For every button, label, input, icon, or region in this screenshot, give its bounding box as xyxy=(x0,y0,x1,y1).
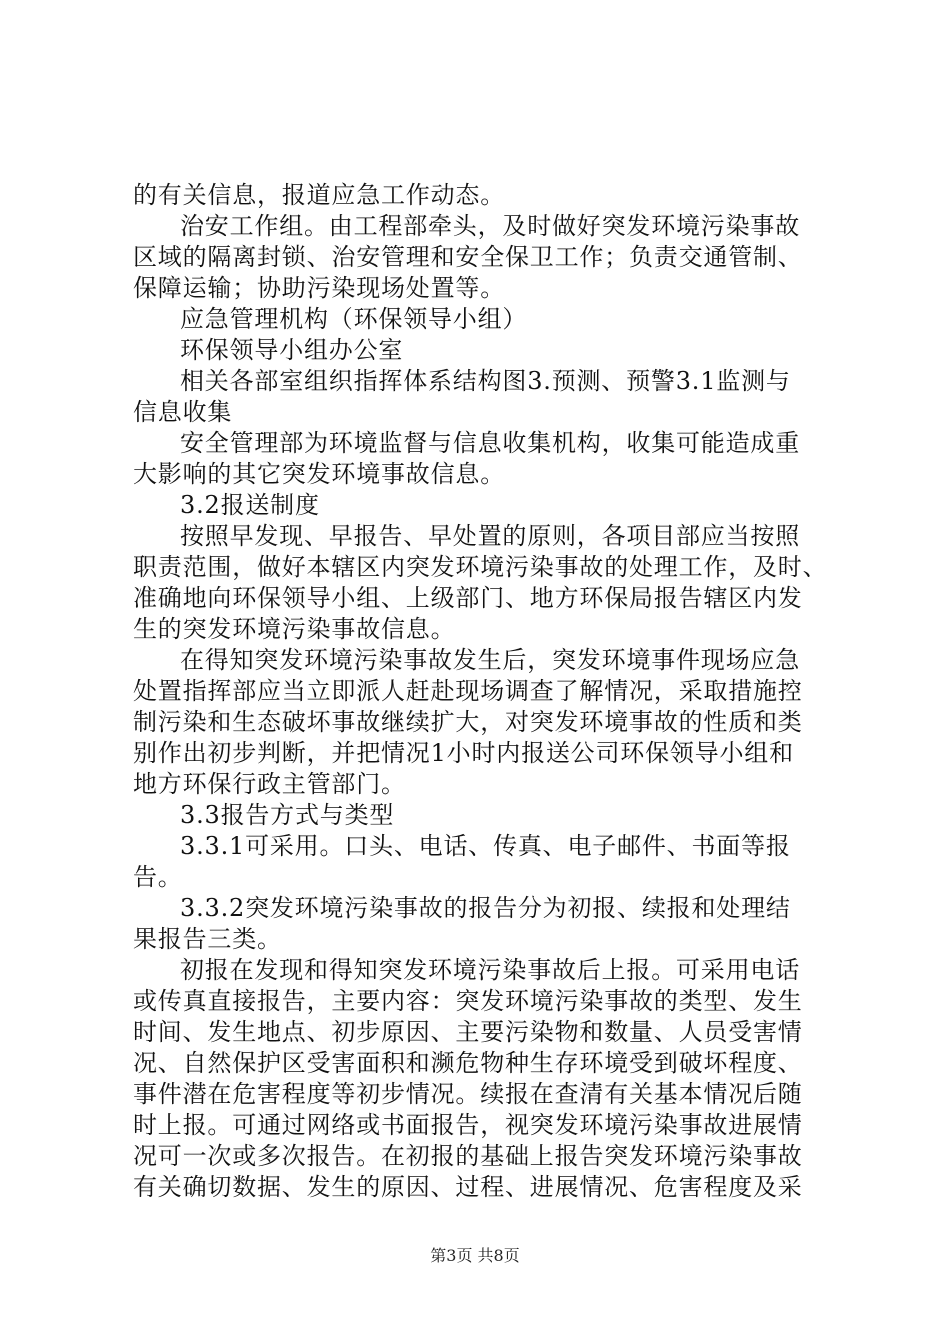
text-line: 果报告三类。 xyxy=(133,925,282,953)
section-heading: 3.2报送制度 xyxy=(180,491,320,519)
text-line: 应急管理机构（环保领导小组） xyxy=(180,305,528,333)
text-line: 况可一次或多次报告。在初报的基础上报告突发环境污染事故 xyxy=(133,1142,803,1170)
text-line: 别作出初步判断，并把情况1小时内报送公司环保领导小组和 xyxy=(133,739,794,767)
text-line: 或传真直接报告，主要内容：突发环境污染事故的类型、发生 xyxy=(133,987,803,1015)
text-line: 3.3.1可采用。口头、电话、传真、电子邮件、书面等报 xyxy=(180,832,791,860)
text-line: 地方环保行政主管部门。 xyxy=(133,770,406,798)
text-line: 区域的隔离封锁、治安管理和安全保卫工作；负责交通管制、 xyxy=(133,243,803,271)
text-line: 职责范围，做好本辖区内突发环境污染事故的处理工作，及时、 xyxy=(133,553,828,581)
text-line: 制污染和生态破坏事故继续扩大，对突发环境事故的性质和类 xyxy=(133,708,803,736)
text-line: 有关确切数据、发生的原因、过程、进展情况、危害程度及采 xyxy=(133,1173,803,1201)
text-line: 在得知突发环境污染事故发生后，突发环境事件现场应急 xyxy=(180,646,800,674)
text-line: 事件潜在危害程度等初步情况。续报在查清有关基本情况后随 xyxy=(133,1080,803,1108)
text-line: 处置指挥部应当立即派人赶赴现场调查了解情况，采取措施控 xyxy=(133,677,803,705)
text-line: 环保领导小组办公室 xyxy=(180,336,404,364)
text-line: 保障运输；协助污染现场处置等。 xyxy=(133,274,505,302)
text-line: 的有关信息，报道应急工作动态。 xyxy=(133,181,505,209)
text-line: 时上报。可通过网络或书面报告，视突发环境污染事故进展情 xyxy=(133,1111,803,1139)
text-line: 大影响的其它突发环境事故信息。 xyxy=(133,460,505,488)
text-line: 治安工作组。由工程部牵头，及时做好突发环境污染事故 xyxy=(180,212,800,240)
text-line: 信息收集 xyxy=(133,398,233,426)
text-line: 准确地向环保领导小组、上级部门、地方环保局报告辖区内发 xyxy=(133,584,803,612)
section-heading: 3.3报告方式与类型 xyxy=(180,801,395,829)
text-line: 生的突发环境污染事故信息。 xyxy=(133,615,456,643)
text-line: 3.3.2突发环境污染事故的报告分为初报、续报和处理结 xyxy=(180,894,791,922)
text-line: 初报在发现和得知突发环境污染事故后上报。可采用电话 xyxy=(180,956,800,984)
text-line: 按照早发现、早报告、早处置的原则，各项目部应当按照 xyxy=(180,522,800,550)
text-line: 况、自然保护区受害面积和濒危物种生存环境受到破坏程度、 xyxy=(133,1049,803,1077)
text-line: 相关各部室组织指挥体系结构图3.预测、预警3.1监测与 xyxy=(180,367,791,395)
text-line: 告。 xyxy=(133,863,183,891)
page-footer: 第3页 共8页 xyxy=(430,1246,520,1265)
text-line: 时间、发生地点、初步原因、主要污染物和数量、人员受害情 xyxy=(133,1018,803,1046)
text-line: 安全管理部为环境监督与信息收集机构，收集可能造成重 xyxy=(180,429,800,457)
